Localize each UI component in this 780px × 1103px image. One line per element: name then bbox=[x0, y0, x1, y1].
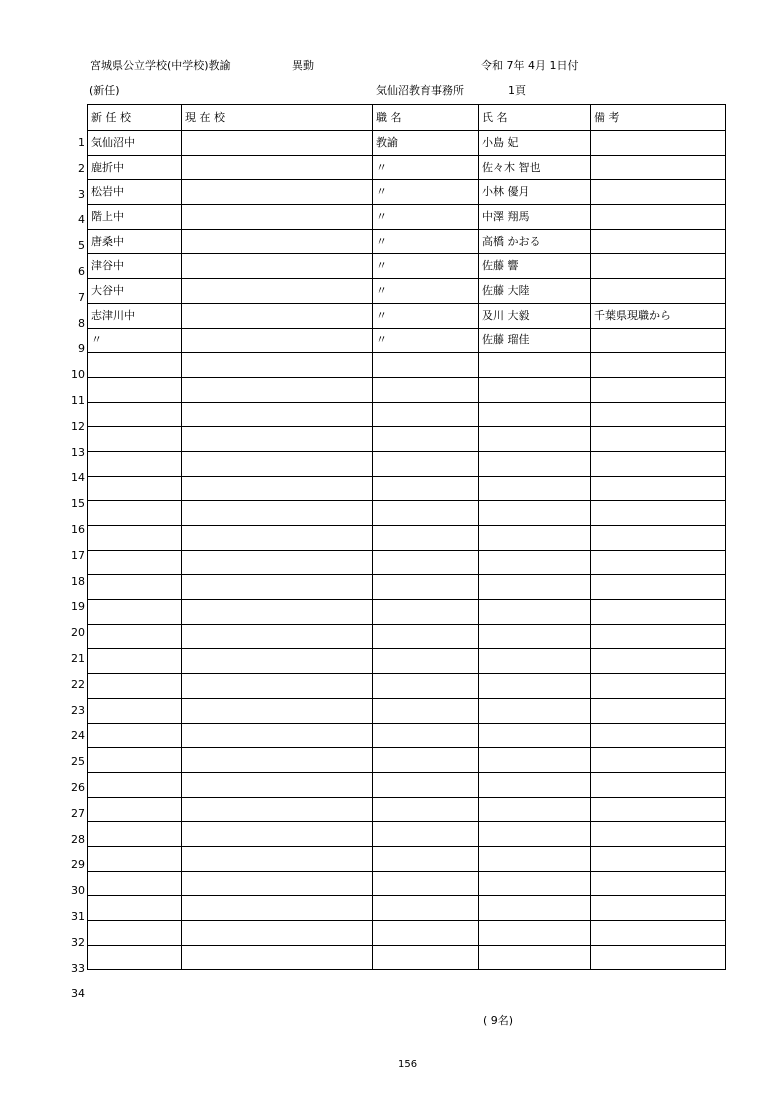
cell-current-school bbox=[182, 476, 373, 501]
cell-note bbox=[591, 748, 726, 773]
cell-name bbox=[479, 649, 591, 674]
cell-note bbox=[591, 254, 726, 279]
row-number: 4 bbox=[78, 213, 85, 227]
row-number: 17 bbox=[71, 548, 85, 562]
row-number: 34 bbox=[71, 987, 85, 1001]
row-number: 23 bbox=[71, 703, 85, 717]
cell-new-school bbox=[88, 797, 182, 822]
cell-name bbox=[479, 797, 591, 822]
cell-name bbox=[479, 822, 591, 847]
cell-position bbox=[373, 600, 479, 625]
table-row bbox=[88, 526, 726, 551]
table-row bbox=[88, 624, 726, 649]
row-number: 9 bbox=[78, 342, 85, 356]
cell-current-school bbox=[182, 155, 373, 180]
row-number: 11 bbox=[71, 393, 85, 407]
cell-name bbox=[479, 451, 591, 476]
sheet-page: 1頁 bbox=[508, 84, 526, 97]
cell-new-school: 階上中 bbox=[88, 205, 182, 230]
row-number: 15 bbox=[71, 497, 85, 511]
cell-position bbox=[373, 698, 479, 723]
cell-position bbox=[373, 402, 479, 427]
cell-new-school: 鹿折中 bbox=[88, 155, 182, 180]
cell-position bbox=[373, 550, 479, 575]
cell-current-school bbox=[182, 649, 373, 674]
cell-new-school bbox=[88, 748, 182, 773]
cell-position bbox=[373, 871, 479, 896]
table-row bbox=[88, 402, 726, 427]
cell-name bbox=[479, 772, 591, 797]
table-row bbox=[88, 550, 726, 575]
cell-new-school bbox=[88, 772, 182, 797]
cell-new-school: 大谷中 bbox=[88, 279, 182, 304]
table-row bbox=[88, 674, 726, 699]
cell-name bbox=[479, 921, 591, 946]
cell-name bbox=[479, 674, 591, 699]
row-number: 31 bbox=[71, 909, 85, 923]
cell-name bbox=[479, 476, 591, 501]
row-number: 16 bbox=[71, 522, 85, 536]
table-row bbox=[88, 822, 726, 847]
cell-position bbox=[373, 723, 479, 748]
row-number: 19 bbox=[71, 600, 85, 614]
cell-position bbox=[373, 822, 479, 847]
cell-position: 〃 bbox=[373, 328, 479, 353]
cell-name: 佐藤 響 bbox=[479, 254, 591, 279]
cell-new-school bbox=[88, 624, 182, 649]
row-number: 6 bbox=[78, 264, 85, 278]
cell-position: 〃 bbox=[373, 303, 479, 328]
cell-name: 小島 妃 bbox=[479, 131, 591, 156]
cell-new-school bbox=[88, 871, 182, 896]
row-number: 30 bbox=[71, 884, 85, 898]
cell-note bbox=[591, 822, 726, 847]
cell-new-school bbox=[88, 896, 182, 921]
cell-note bbox=[591, 328, 726, 353]
cell-name: 小林 優月 bbox=[479, 180, 591, 205]
cell-current-school bbox=[182, 328, 373, 353]
cell-name bbox=[479, 575, 591, 600]
cell-name: 高橋 かおる bbox=[479, 229, 591, 254]
row-number: 5 bbox=[78, 239, 85, 253]
cell-position bbox=[373, 797, 479, 822]
cell-new-school bbox=[88, 674, 182, 699]
table-row bbox=[88, 180, 726, 205]
cell-new-school bbox=[88, 451, 182, 476]
cell-new-school bbox=[88, 649, 182, 674]
cell-current-school bbox=[182, 353, 373, 378]
document-subtitle: (新任) bbox=[89, 84, 120, 97]
cell-new-school: 〃 bbox=[88, 328, 182, 353]
row-number: 7 bbox=[78, 290, 85, 304]
row-number: 25 bbox=[71, 755, 85, 769]
cell-position bbox=[373, 451, 479, 476]
cell-name bbox=[479, 945, 591, 970]
document-title: 宮城県公立学校(中学校)教諭 bbox=[90, 59, 231, 72]
table-row bbox=[88, 698, 726, 723]
cell-note: 千葉県現職から bbox=[591, 303, 726, 328]
cell-note bbox=[591, 180, 726, 205]
cell-note bbox=[591, 427, 726, 452]
cell-current-school bbox=[182, 797, 373, 822]
table-row bbox=[88, 254, 726, 279]
cell-current-school bbox=[182, 377, 373, 402]
column-header: 備 考 bbox=[591, 105, 726, 131]
cell-new-school bbox=[88, 550, 182, 575]
cell-name: 佐藤 瑠佳 bbox=[479, 328, 591, 353]
cell-note bbox=[591, 674, 726, 699]
table-row bbox=[88, 723, 726, 748]
cell-note bbox=[591, 501, 726, 526]
cell-new-school: 津谷中 bbox=[88, 254, 182, 279]
cell-note bbox=[591, 155, 726, 180]
cell-new-school bbox=[88, 476, 182, 501]
cell-new-school bbox=[88, 846, 182, 871]
cell-name bbox=[479, 427, 591, 452]
cell-current-school bbox=[182, 600, 373, 625]
table-row bbox=[88, 501, 726, 526]
cell-note bbox=[591, 229, 726, 254]
cell-current-school bbox=[182, 748, 373, 773]
cell-name bbox=[479, 896, 591, 921]
cell-note bbox=[591, 476, 726, 501]
row-number: 3 bbox=[78, 187, 85, 201]
cell-current-school bbox=[182, 772, 373, 797]
cell-current-school bbox=[182, 871, 373, 896]
cell-position: 〃 bbox=[373, 205, 479, 230]
cell-current-school bbox=[182, 254, 373, 279]
cell-note bbox=[591, 945, 726, 970]
cell-new-school bbox=[88, 945, 182, 970]
cell-current-school bbox=[182, 846, 373, 871]
cell-name bbox=[479, 600, 591, 625]
cell-new-school bbox=[88, 600, 182, 625]
cell-new-school: 志津川中 bbox=[88, 303, 182, 328]
cell-current-school bbox=[182, 698, 373, 723]
cell-name: 佐々木 智也 bbox=[479, 155, 591, 180]
table-row bbox=[88, 155, 726, 180]
cell-current-school bbox=[182, 279, 373, 304]
table-row bbox=[88, 649, 726, 674]
row-number: 18 bbox=[71, 574, 85, 588]
cell-note bbox=[591, 896, 726, 921]
cell-current-school bbox=[182, 896, 373, 921]
row-number: 2 bbox=[78, 161, 85, 175]
cell-position bbox=[373, 649, 479, 674]
table-row bbox=[88, 600, 726, 625]
table-row bbox=[88, 279, 726, 304]
cell-new-school bbox=[88, 698, 182, 723]
cell-note bbox=[591, 279, 726, 304]
cell-name: 佐藤 大陸 bbox=[479, 279, 591, 304]
cell-current-school bbox=[182, 303, 373, 328]
cell-position bbox=[373, 846, 479, 871]
cell-position bbox=[373, 526, 479, 551]
cell-current-school bbox=[182, 131, 373, 156]
row-number: 20 bbox=[71, 626, 85, 640]
row-numbers bbox=[60, 130, 85, 1007]
cell-note bbox=[591, 624, 726, 649]
page-number: 156 bbox=[398, 1059, 418, 1070]
cell-note bbox=[591, 526, 726, 551]
row-number: 22 bbox=[71, 677, 85, 691]
cell-name bbox=[479, 871, 591, 896]
cell-name bbox=[479, 526, 591, 551]
cell-current-school bbox=[182, 945, 373, 970]
row-number: 32 bbox=[71, 935, 85, 949]
cell-note bbox=[591, 205, 726, 230]
table-row bbox=[88, 353, 726, 378]
cell-new-school bbox=[88, 822, 182, 847]
row-number: 8 bbox=[78, 316, 85, 330]
cell-position bbox=[373, 748, 479, 773]
total-count: ( 9名) bbox=[483, 1014, 514, 1027]
table-row bbox=[88, 303, 726, 328]
cell-name bbox=[479, 377, 591, 402]
cell-position: 〃 bbox=[373, 254, 479, 279]
cell-current-school bbox=[182, 723, 373, 748]
cell-position: 〃 bbox=[373, 155, 479, 180]
cell-note bbox=[591, 797, 726, 822]
cell-new-school bbox=[88, 921, 182, 946]
table-row bbox=[88, 896, 726, 921]
cell-note bbox=[591, 550, 726, 575]
cell-position bbox=[373, 945, 479, 970]
cell-current-school bbox=[182, 205, 373, 230]
cell-position bbox=[373, 575, 479, 600]
column-header: 氏 名 bbox=[479, 105, 591, 131]
row-number: 1 bbox=[78, 136, 85, 149]
cell-new-school bbox=[88, 723, 182, 748]
cell-current-school bbox=[182, 822, 373, 847]
cell-new-school bbox=[88, 402, 182, 427]
cell-current-school bbox=[182, 501, 373, 526]
cell-note bbox=[591, 353, 726, 378]
cell-name: 及川 大毅 bbox=[479, 303, 591, 328]
cell-new-school bbox=[88, 575, 182, 600]
table-row bbox=[88, 205, 726, 230]
cell-note bbox=[591, 451, 726, 476]
cell-position: 〃 bbox=[373, 229, 479, 254]
table-row bbox=[88, 871, 726, 896]
row-number: 29 bbox=[71, 858, 85, 872]
row-number: 13 bbox=[71, 445, 85, 459]
table-row bbox=[88, 846, 726, 871]
cell-name bbox=[479, 723, 591, 748]
cell-current-school bbox=[182, 624, 373, 649]
column-header: 現 在 校 bbox=[182, 105, 373, 131]
cell-note bbox=[591, 649, 726, 674]
cell-new-school bbox=[88, 353, 182, 378]
row-number: 10 bbox=[71, 368, 85, 382]
table-row bbox=[88, 229, 726, 254]
cell-note bbox=[591, 698, 726, 723]
cell-position: 〃 bbox=[373, 180, 479, 205]
column-header: 新 任 校 bbox=[88, 105, 182, 131]
cell-name: 中澤 翔馬 bbox=[479, 205, 591, 230]
cell-note bbox=[591, 921, 726, 946]
cell-note bbox=[591, 723, 726, 748]
row-number: 14 bbox=[71, 471, 85, 485]
cell-name bbox=[479, 698, 591, 723]
cell-position bbox=[373, 501, 479, 526]
cell-name bbox=[479, 748, 591, 773]
column-header: 職 名 bbox=[373, 105, 479, 131]
row-number: 28 bbox=[71, 832, 85, 846]
cell-note bbox=[591, 131, 726, 156]
cell-current-school bbox=[182, 575, 373, 600]
cell-current-school bbox=[182, 402, 373, 427]
document-kind: 異動 bbox=[292, 59, 314, 72]
cell-current-school bbox=[182, 921, 373, 946]
effective-date: 令和 7年 4月 1日付 bbox=[481, 59, 579, 72]
cell-current-school bbox=[182, 229, 373, 254]
cell-new-school bbox=[88, 526, 182, 551]
table-row bbox=[88, 921, 726, 946]
cell-note bbox=[591, 575, 726, 600]
table-row bbox=[88, 476, 726, 501]
cell-note bbox=[591, 402, 726, 427]
cell-new-school: 松岩中 bbox=[88, 180, 182, 205]
cell-name bbox=[479, 501, 591, 526]
cell-new-school: 気仙沼中 bbox=[88, 131, 182, 156]
cell-name bbox=[479, 353, 591, 378]
cell-position bbox=[373, 674, 479, 699]
cell-current-school bbox=[182, 550, 373, 575]
cell-position bbox=[373, 427, 479, 452]
cell-position bbox=[373, 921, 479, 946]
cell-position bbox=[373, 896, 479, 921]
office-name: 気仙沼教育事務所 bbox=[376, 84, 464, 97]
cell-current-school bbox=[182, 674, 373, 699]
row-number: 24 bbox=[71, 729, 85, 743]
table-row bbox=[88, 377, 726, 402]
cell-note bbox=[591, 377, 726, 402]
cell-position bbox=[373, 377, 479, 402]
cell-new-school bbox=[88, 377, 182, 402]
row-number: 33 bbox=[71, 961, 85, 975]
table-row bbox=[88, 131, 726, 156]
cell-note bbox=[591, 871, 726, 896]
table-row bbox=[88, 772, 726, 797]
cell-note bbox=[591, 600, 726, 625]
cell-current-school bbox=[182, 451, 373, 476]
cell-position: 教諭 bbox=[373, 131, 479, 156]
cell-new-school: 唐桑中 bbox=[88, 229, 182, 254]
cell-position bbox=[373, 772, 479, 797]
cell-current-school bbox=[182, 427, 373, 452]
cell-name bbox=[479, 550, 591, 575]
table-row bbox=[88, 945, 726, 970]
row-number: 21 bbox=[71, 651, 85, 665]
cell-name bbox=[479, 846, 591, 871]
row-number: 27 bbox=[71, 806, 85, 820]
table-row bbox=[88, 797, 726, 822]
cell-note bbox=[591, 772, 726, 797]
cell-position bbox=[373, 353, 479, 378]
table-row bbox=[88, 451, 726, 476]
cell-new-school bbox=[88, 501, 182, 526]
cell-name bbox=[479, 624, 591, 649]
cell-new-school bbox=[88, 427, 182, 452]
table-header-row bbox=[88, 105, 726, 131]
cell-position bbox=[373, 476, 479, 501]
cell-note bbox=[591, 846, 726, 871]
cell-position: 〃 bbox=[373, 279, 479, 304]
cell-position bbox=[373, 624, 479, 649]
cell-name bbox=[479, 402, 591, 427]
table-row bbox=[88, 748, 726, 773]
cell-current-school bbox=[182, 526, 373, 551]
table-row bbox=[88, 575, 726, 600]
cell-current-school bbox=[182, 180, 373, 205]
personnel-table bbox=[87, 104, 726, 970]
table-row bbox=[88, 427, 726, 452]
table-row bbox=[88, 328, 726, 353]
row-number: 26 bbox=[71, 780, 85, 794]
row-number: 12 bbox=[71, 419, 85, 433]
